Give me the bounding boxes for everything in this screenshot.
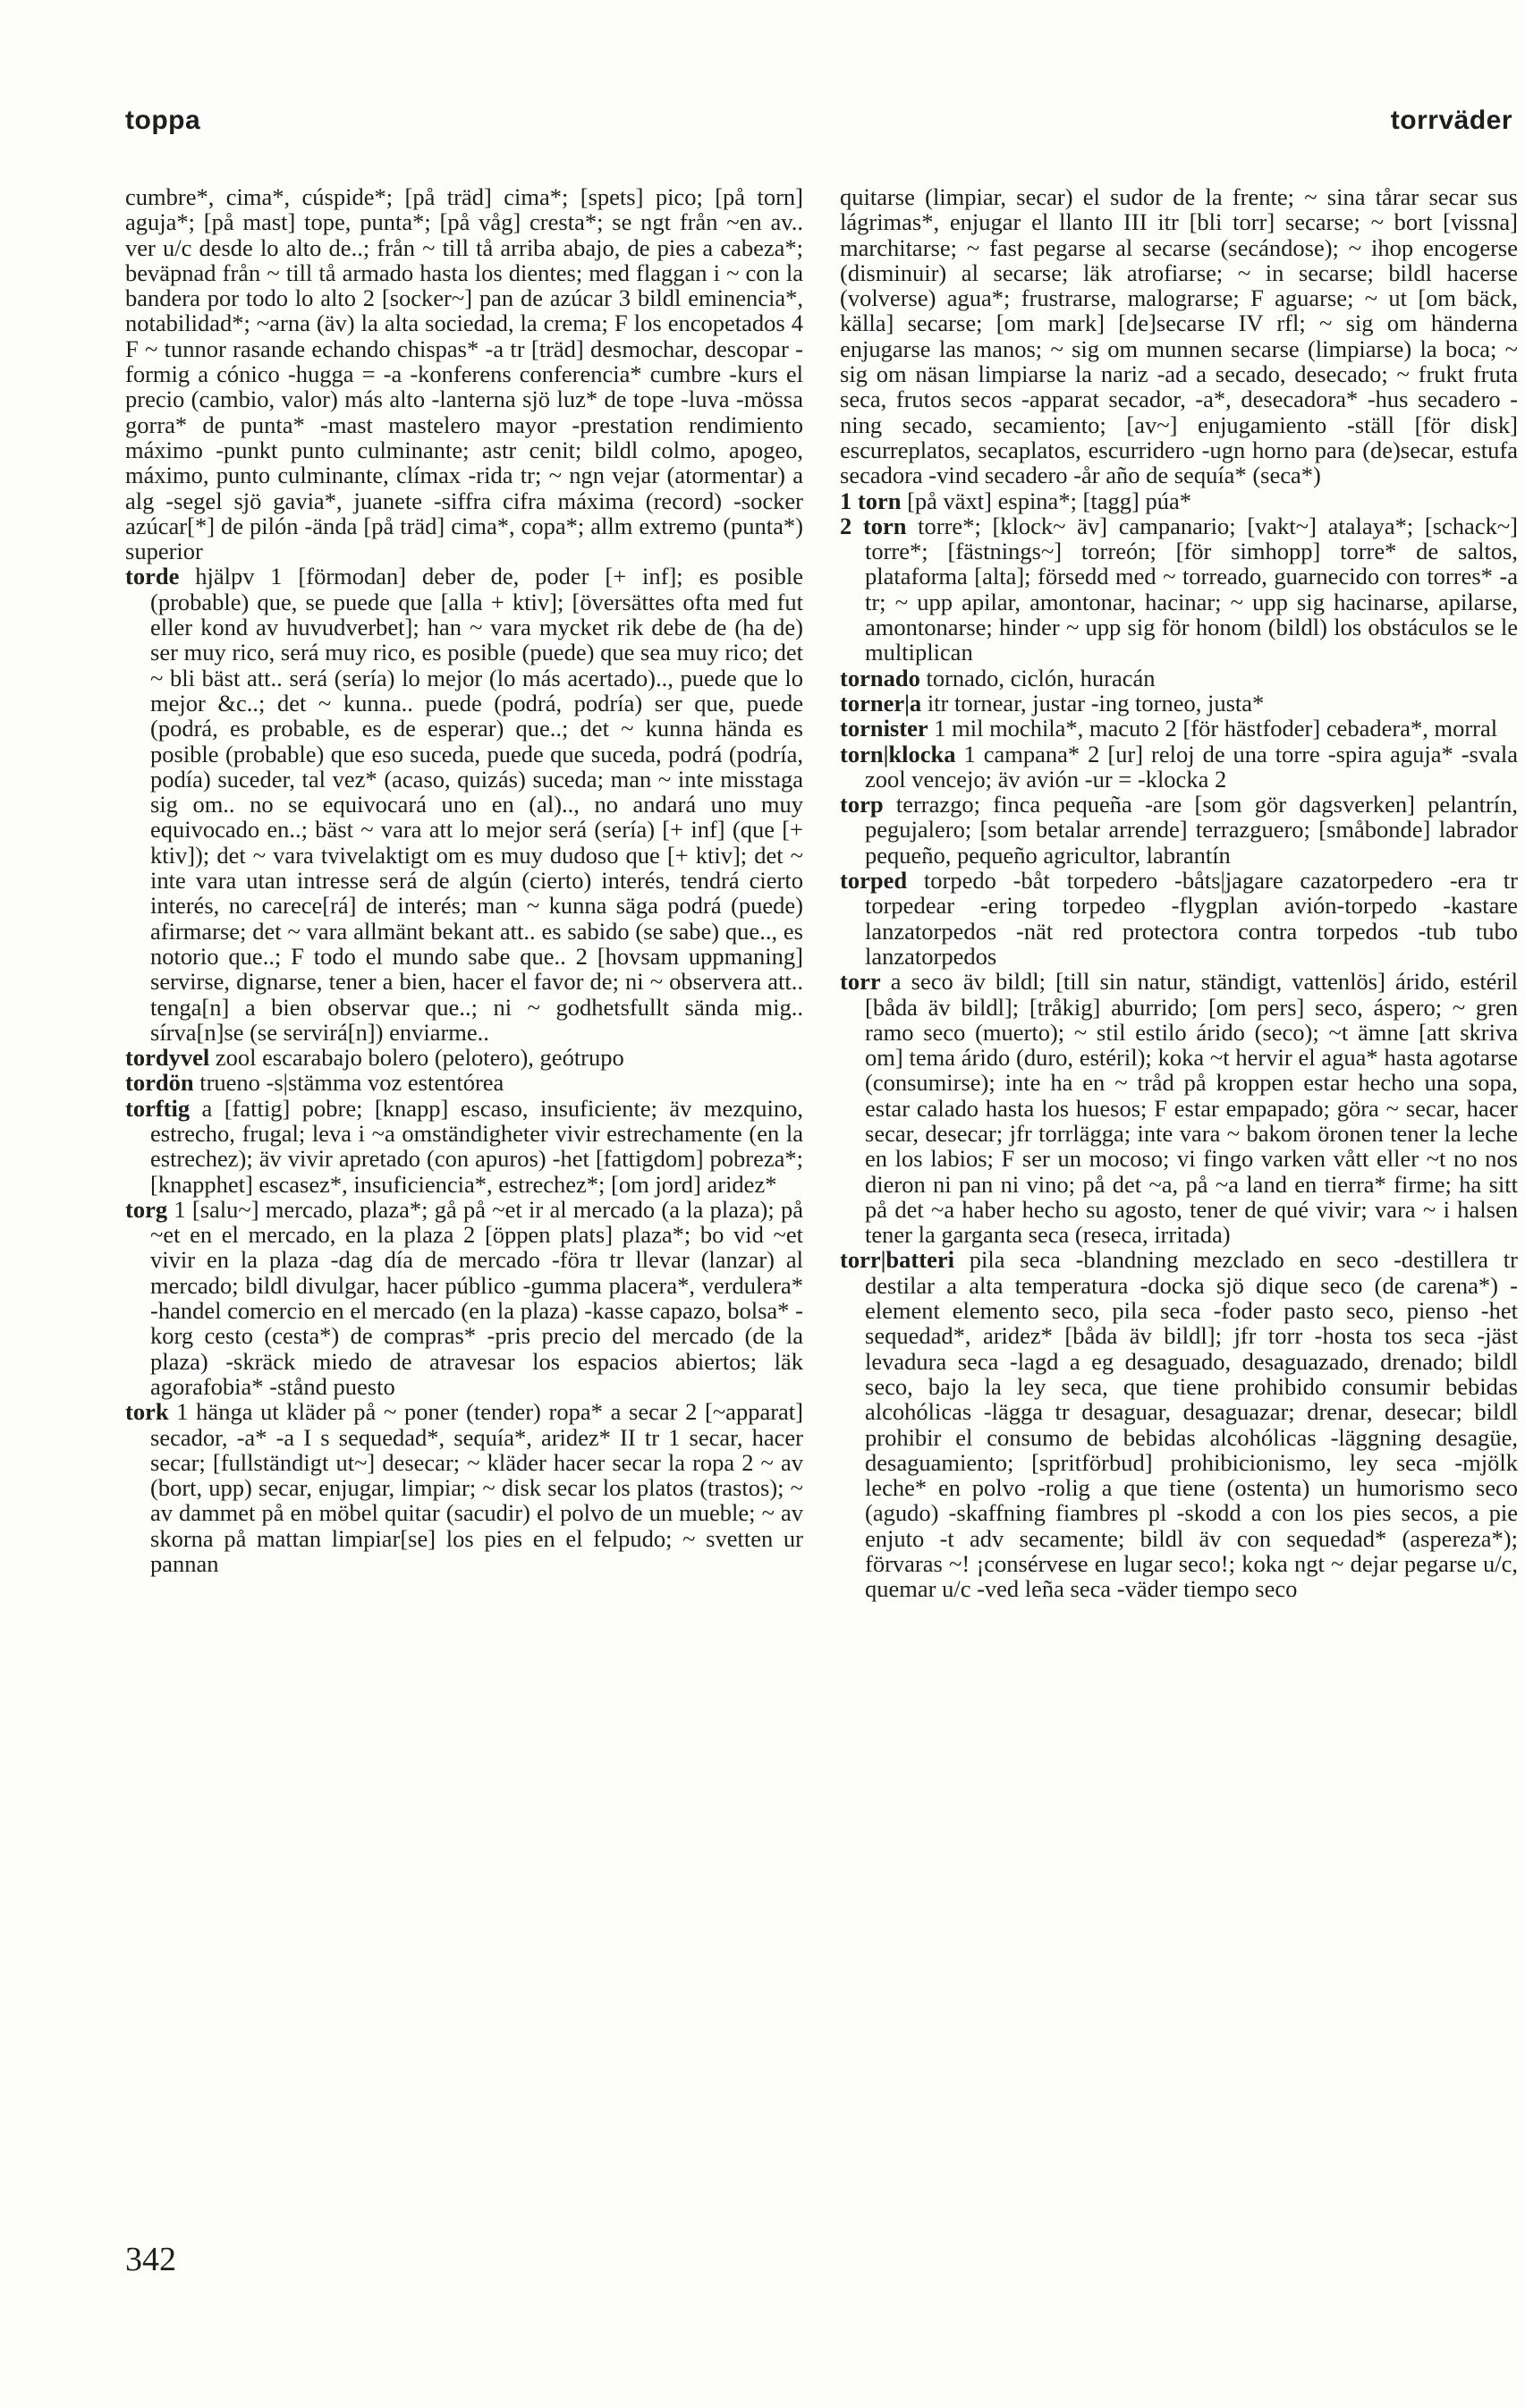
entry-text: quitarse (limpiar, secar) el sudor de la frente; ~ sina tårar secar sus lágrimas*, enjugar el llanto III itr [bli torr] secarse; ~ bort [vissna] marchitarse; ~ fast pegarse al secarse (secándose); ~ ihop encogerse (disminuir) al secarse; läk atrofiarse; ~ in secarse; bildl hacerse (volverse) agua*; frustrarse, malograrse; F aguarse; ~ ut [om bäck, källa] secarse; [om mark] [de]secarse IV rfl; ~ sig om händerna enjugarse las manos; ~ sig om munnen secarse (limpiarse) la boca; ~ sig om näsan limpiarse la nariz -ad a secado, desecado; ~ frukt fruta seca, frutos secos -apparat secador, -a*, desecadora* -hus secadero -ning secado, secamiento; [av~] enjugamiento -ställ [för disk] escurreplatos, secaplatos, escurridero -ugn horno para (de)secar, estufa secadora -vind secadero -år año de sequía* (seca*) xyxy=(840,184,1518,489)
entry-text: a [fattig] pobre; [knapp] escaso, insuficiente; äv mezquino, estrecho, frugal; leva i ~a omständigheter vivir estrechamente (en la estrechez); äv vivir apretado (con apuros) -het [fattigdom] pobreza*; [knapphet] escasez*, insuficiencia*, estrechez*; [om jord] aridez* xyxy=(150,1094,803,1198)
entry-head: torftig xyxy=(125,1094,191,1122)
entry-tork-continued xyxy=(840,184,1518,488)
entry-text: 1 [salu~] mercado, plaza*; gå på ~et ir al mercado (a la plaza); på ~et en el mercado, en la plaza 2 [öppen plats] plaza*; bo vid ~et vivir en la plaza -dag día de mercado -föra tr llevar (lanzar) al mercado; bildl divulgar, hacer público -gumma placera*, verdulera* -handel comercio en el mercado (en la plaza) -kasse capazo, bolsa* -korg cesto (cesta*) de compras* -pris precio del mercado (de la plaza) -skräck miedo de atravesar los espacios abiertos; läk agorafobia* -stånd puesto xyxy=(150,1195,803,1400)
entry-text: 1 campana* 2 [ur] reloj de una torre -spira aguja* -svala zool vencejo; äv avión -ur = -klocka 2 xyxy=(865,740,1518,793)
entry-torg xyxy=(125,1197,803,1399)
entry-text: zool escarabajo bolero (pelotero), geótrupo xyxy=(209,1044,624,1072)
entry-tordyvel xyxy=(125,1045,803,1070)
dictionary-column-right xyxy=(840,184,1518,2268)
entry-head: torr xyxy=(840,968,881,996)
entry-head: torner|a xyxy=(840,689,922,716)
entry-head: torr|batteri xyxy=(840,1246,954,1274)
entry-tornera xyxy=(840,691,1518,716)
entry-head: 2 torn xyxy=(840,512,907,539)
entry-text: hjälpv 1 [förmodan] deber de, poder [+ inf]; es posible (probable) que, se puede que [alla + ktiv]; [översättes ofta med fut eller kond av huvudverbet]; han ~ vara mycket rik debe de (ha de) ser muy rico, será muy rico, es posible (puede) que sea muy rico; det ~ bli bäst att.. será (sería) lo mejor (lo más acertado).., puede que lo mejor &c..; det ~ kunna.. puede (podrá, podría) ser que, puede (podrá, es probable, es de esperar) que..; det ~ kunna hända es posible (probable) que eso suceda, puede que suceda, podrá (podría, podía) suceder, tal vez* (acaso, quizás) suceda; man ~ inte misstaga sig om.. no se equivocará uno en (al).., no andará uno muy equivocado en..; bäst ~ vara att lo mejor será (sería) [+ inf] (que [+ ktiv]); det ~ vara tvivelaktigt om es muy dudoso que [+ ktiv]; det ~ inte vara utan intresse será de algún (cierto) interés, tendrá cierto interés, no carece[rá] de interés; man ~ kunna säga podrá (puede) afirmarse; det ~ vara allmänt bekant att.. es sabido (se sabe) que.., es notorio que..; F todo el mundo sabe que.. 2 [hovsam uppmaning] servirse, dignarse, tener a bien, hacer el favor de; ni ~ observera att.. tenga[n] a bien observar que..; ni ~ godhetsfullt sända mig.. sírva[n]se (se servirá[n]) enviarme.. xyxy=(150,563,803,1046)
entry-head: torp xyxy=(840,791,884,818)
entry-tordon xyxy=(125,1070,803,1095)
entry-text: [på växt] espina*; [tagg] púa* xyxy=(901,487,1191,514)
entry-head: torg xyxy=(125,1195,168,1223)
entry-head: torped xyxy=(840,867,908,895)
entry-text: trueno -s|stämma voz estentórea xyxy=(193,1069,504,1097)
entry-text: cumbre*, cima*, cúspide*; [på träd] cima*; [spets] pico; [på torn] aguja*; [på mast] tope, punta*; [på våg] cresta*; se ngt från ~en av.. ver u/c desde lo alto de..; från ~ till tå arriba abajo, de pies a cabeza*; beväpnad från ~ till tå armado hasta los dientes; med flaggan i ~ con la bandera por todo lo alto 2 [socker~] pan de azúcar 3 bildl eminencia*, notabilidad*; ~arna (äv) la alta sociedad, la crema; F los encopetados 4 F ~ tunnor rasande echando chispas* -a tr [träd] desmochar, descopar -formig a cónico -hugga = -a -konferens conferencia* cumbre -kurs el precio (cambio, valor) más alto -lanterna sjö luz* de tope -luva -mössa gorra* de punta* -mast mastelero mayor -prestation rendimiento máximo -punkt punto culminante; astr cenit; bildl colmo, apogeo, máximo, punto culminante, clímax -rida tr; ~ ngn vejar (atormentar) a alg -segel sjö gavia*, juanete -siffra cifra máxima (record) -socker azúcar[*] de pilón -ända [på träd] cima*, copa*; allm extremo (punta*) superior xyxy=(125,184,803,565)
entry-2-torn xyxy=(840,513,1518,666)
entry-torr xyxy=(840,969,1518,1247)
entry-text: tornado, ciclón, huracán xyxy=(919,664,1156,691)
entry-text: a seco äv bildl; [till sin natur, ständigt, vattenlös] árido, estéril [båda äv bildl]; [tråkig] aburrido; [om pers] seco, áspero; ~ gren ramo seco (muerto); ~ stil estilo árido (seco); ~t ämne [att skriva om] tema árido (duro, estéril); koka ~t hervir el agua* hasta agotarse (consumirse); inte ha en ~ tråd på kroppen estar hecho una sopa, estar calado hasta los huesos; F estar empapado; göra ~ secar, hacer secar, desecar; jfr torrlägga; inte vara ~ bakom öronen tener la leche en los labios; F ser un mocoso; vi fingo varken vått eller ~t no nos dieron ni pan ni vino; på det ~a, på ~a land en tierra* firme; ha sitt på det ~a haber hecho su agosto, tener de qué vivir; vara ~ i halsen tener la garganta seca (reseca, irritada) xyxy=(865,968,1518,1249)
entry-torftig xyxy=(125,1096,803,1197)
page-number: 342 xyxy=(125,2241,176,2278)
guide-word-left: toppa xyxy=(125,106,201,135)
entry-text: torre*; [klock~ äv] campanario; [vakt~] atalaya*; [schack~] torre*; [fästnings~] torreón; [för simhopp] torre* de saltos, plataforma [alta]; försedd med ~ torreado, guarnecido con torres* -a tr; ~ upp apilar, amontonar, hacinar; ~ upp sig hacinarse, apilarse, amontonarse; hinder ~ upp sig för honom (bildl) los obstáculos se le multiplican xyxy=(865,512,1518,666)
dictionary-column-left xyxy=(125,184,803,2268)
entry-text: torpedo -båt torpedero -båts|jagare cazatorpedero -era tr torpedear -ering torpedeo -flygplan avión-torpedo -kastare lanzatorpedos -nät red protectora contra torpedos -tub tubo lanzatorpedos xyxy=(865,867,1518,970)
entry-head: torn|klocka xyxy=(840,740,956,767)
entry-torrbatteri xyxy=(840,1247,1518,1601)
entry-toppa-continued xyxy=(125,184,803,564)
entry-tornister xyxy=(840,716,1518,741)
entry-text: pila seca -blandning mezclado en seco -destillera tr destilar a alta temperatura -docka sjö dique seco (de carena*) -element elemento seco, pila seca -foder pasto seco, pienso -het sequedad*, aridez* [båda äv bildl]; jfr torr -hosta tos seca -jäst levadura seca -lagd a eg desaguado, desaguazado, drenado; bildl seco, bajo la ley seca, que tiene prohibido consumir bebidas alcohólicas -lägga tr desaguar, desaguazar; drenar, desecar; bildl prohibir el consumo de bebidas alcohólicas -läggning desagüe, desaguamiento; [spritförbud] prohibicionismo, ley seca -mjölk leche* en polvo -rolig a que tiene (ostenta) un humorismo seco (agudo) -skaffning fiambres pl -skodd a con los pies secos, a pie enjuto -t adv secamente; bildl äv con sequedad* (aspereza*); förvaras ~! ¡consérvese en lugar seco!; koka ngt ~ dejar pegarse u/c, quemar u/c -ved leña seca -väder tiempo seco xyxy=(865,1246,1518,1603)
entry-tornklocka xyxy=(840,742,1518,793)
entry-torde xyxy=(125,564,803,1045)
entry-1-torn xyxy=(840,488,1518,513)
entry-torped xyxy=(840,868,1518,969)
entry-head: tornado xyxy=(840,664,920,691)
entry-head: tornister xyxy=(840,715,928,742)
entry-text: 1 hänga ut kläder på ~ poner (tender) ropa* a secar 2 [~apparat] secador, -a* -a I s sequedad*, sequía*, aridez* II tr 1 secar, hacer secar; [fullständigt ut~] desecar; ~ kläder hacer secar la ropa 2 ~ av (bort, upp) secar, enjugar, limpiar; ~ disk secar los platos (trastos); ~ av dammet på en möbel quitar (sacudir) el polvo de un mueble; ~ av skorna på mattan limpiar[se] los pies en el felpudo; ~ svetten ur pannan xyxy=(150,1398,803,1578)
entry-text: itr tornear, justar -ing torneo, justa* xyxy=(921,689,1265,716)
entry-head: tork xyxy=(125,1398,169,1426)
entry-head: torde xyxy=(125,563,180,590)
entry-text: 1 mil mochila*, macuto 2 [för hästfoder] cebadera*, morral xyxy=(928,715,1498,742)
entry-text: terrazgo; finca pequeña -are [som gör dagsverken] pelantrín, pegujalero; [som betalar arrende] terrazguero; [småbonde] labrador pequeño, pequeño agricultor, labrantín xyxy=(865,791,1518,869)
entry-head: tordön xyxy=(125,1069,194,1097)
entry-tork xyxy=(125,1399,803,1576)
entry-head: 1 torn xyxy=(840,487,902,514)
entry-torp xyxy=(840,792,1518,868)
guide-word-right: torrväder xyxy=(1390,106,1512,135)
entry-tornado xyxy=(840,666,1518,691)
entry-head: tordyvel xyxy=(125,1044,210,1072)
